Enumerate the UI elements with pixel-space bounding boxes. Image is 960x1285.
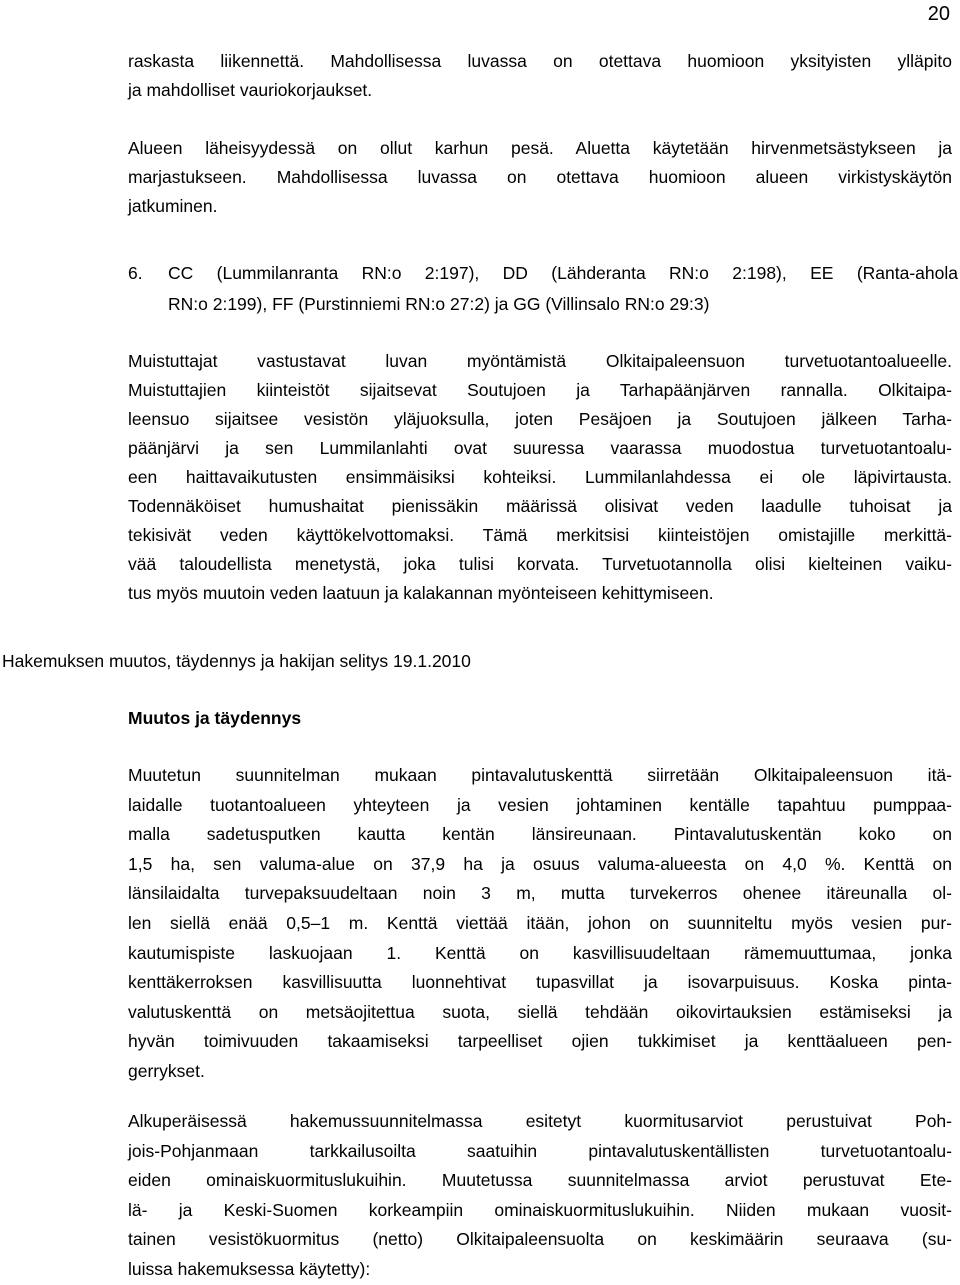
text-line: CC (Lummilanranta RN:o 2:197), DD (Lähderanta RN:o 2:198), EE (Ranta-ahola [168, 263, 958, 283]
item-number: 6. [128, 263, 143, 283]
paragraph-1 [128, 761, 952, 1087]
text-line: tus myös muutoin veden laatuun ja kalakannan myönteiseen kehittymiseen. [128, 583, 714, 603]
intro-paragraph-1 [128, 47, 952, 105]
text-line: päänjärvi ja sen Lummilanlahti ovat suuressa vaarassa muodostua turvetuotantoalu- [128, 438, 952, 458]
text-line: raskasta liikennettä. Mahdollisessa luvassa on otettava huomioon yksityisten ylläpito [128, 51, 952, 71]
text-line: länsilaidalta turvepaksuudeltaan noin 3 m, mutta turvekerros ohenee itäreunalla ol- [128, 883, 952, 904]
text-line: luissa hakemuksessa käytetty): [128, 1258, 371, 1279]
text-line: leensuo sijaitsee vesistön yläjuoksulla, joten Pesäjoen ja Soutujoen jälkeen Tarha- [128, 409, 952, 429]
item-heading-text [168, 258, 958, 320]
text-line: Muistuttajien kiinteistöt sijaitsevat Soutujoen ja Tarhapäänjärven rannalla. Olkitaipa- [128, 380, 952, 400]
text-line: Muutetun suunnitelman mukaan pintavalutuskenttä siirretään Olkitaipaleensuon itä- [128, 765, 952, 785]
intro-paragraph-2 [128, 134, 952, 221]
item-6-body [128, 347, 952, 608]
text-line: Muistuttajat vastustavat luvan myöntämistä Olkitaipaleensuon turvetuotantoalueelle. [128, 351, 952, 371]
section-heading: Hakemuksen muutos, täydennys ja hakijan selitys 19.1.2010 [2, 651, 471, 671]
text-line: marjastukseen. Mahdollisessa luvassa on otettava huomioon alueen virkistyskäytön [128, 167, 952, 187]
text-line: vää taloudellista menetystä, joka tulisi korvata. Turvetuotannolla olisi kielteinen vaiku- [128, 554, 952, 574]
text-line: valutuskenttä on metsäojitettua suota, siellä tehdään oikovirtauksien estämiseksi ja [128, 1001, 952, 1022]
text-line: ja mahdolliset vauriokorjaukset. [128, 80, 373, 100]
text-line: Alkuperäisessä hakemussuunnitelmassa esitetyt kuormitusarviot perustuivat Poh- [128, 1111, 952, 1131]
text-line: RN:o 2:199), FF (Purstinniemi RN:o 27:2) ja GG (Villinsalo RN:o 29:3) [168, 294, 710, 314]
text-line: malla sadetusputken kautta kentän länsireunaan. Pintavalutuskentän koko on [128, 824, 952, 845]
text-line: len siellä enää 0,5–1 m. Kenttä viettää itään, johon on suunniteltu myös vesien pur- [128, 912, 952, 933]
text-line: Todennäköiset humushaitat pienissäkin määrissä olisivat veden laadulle tuhoisat ja [128, 496, 952, 516]
text-line: laidalle tuotantoalueen yhteyteen ja vesien johtaminen kentälle tapahtuu pumppaa- [128, 794, 952, 815]
text-line: gerrykset. [128, 1060, 205, 1081]
text-line: 1,5 ha, sen valuma-alue on 37,9 ha ja osuus valuma-alueesta on 4,0 %. Kenttä on [128, 853, 952, 874]
page-number: 20 [927, 3, 950, 25]
text-line: eiden ominaiskuormituslukuihin. Muutetussa suunnitelmassa arviot perustuvat Ete- [128, 1170, 952, 1191]
text-line: kenttäkerroksen kasvillisuutta luonnehtivat tupasvillat ja isovarpuisuus. Koska pinta- [128, 972, 952, 993]
text-line: jatkuminen. [128, 196, 218, 216]
sub-heading: Muutos ja täydennys [128, 708, 302, 728]
text-line: Alueen läheisyydessä on ollut karhun pesä. Aluetta käytetään hirvenmetsästykseen ja [128, 138, 952, 158]
text-line: lä- ja Keski-Suomen korkeampiin ominaiskuormituslukuihin. Niiden mukaan vuosit- [128, 1199, 952, 1220]
text-line: kautumispiste laskuojaan 1. Kenttä on kasvillisuudeltaan rämemuuttumaa, jonka [128, 942, 952, 963]
text-line: tainen vesistökuormitus (netto) Olkitaipaleensuolta on keskimäärin seuraava (su- [128, 1229, 952, 1250]
text-line: tekisivät veden käyttökelvottomaksi. Tämä merkitsisi kiinteistöjen omistajille merkittä- [128, 525, 952, 545]
text-line: een haittavaikutusten ensimmäisiksi kohteiksi. Lummilanlahdessa ei ole läpivirtausta. [128, 467, 952, 487]
paragraph-2 [128, 1107, 952, 1285]
text-line: jois-Pohjanmaan tarkkailusoilta saatuihin pintavalutuskentällisten turvetuotantoalu- [128, 1140, 952, 1161]
text-line: hyvän toimivuuden takaamiseksi tarpeelliset ojien tukkimiset ja kenttäalueen pen- [128, 1031, 952, 1052]
